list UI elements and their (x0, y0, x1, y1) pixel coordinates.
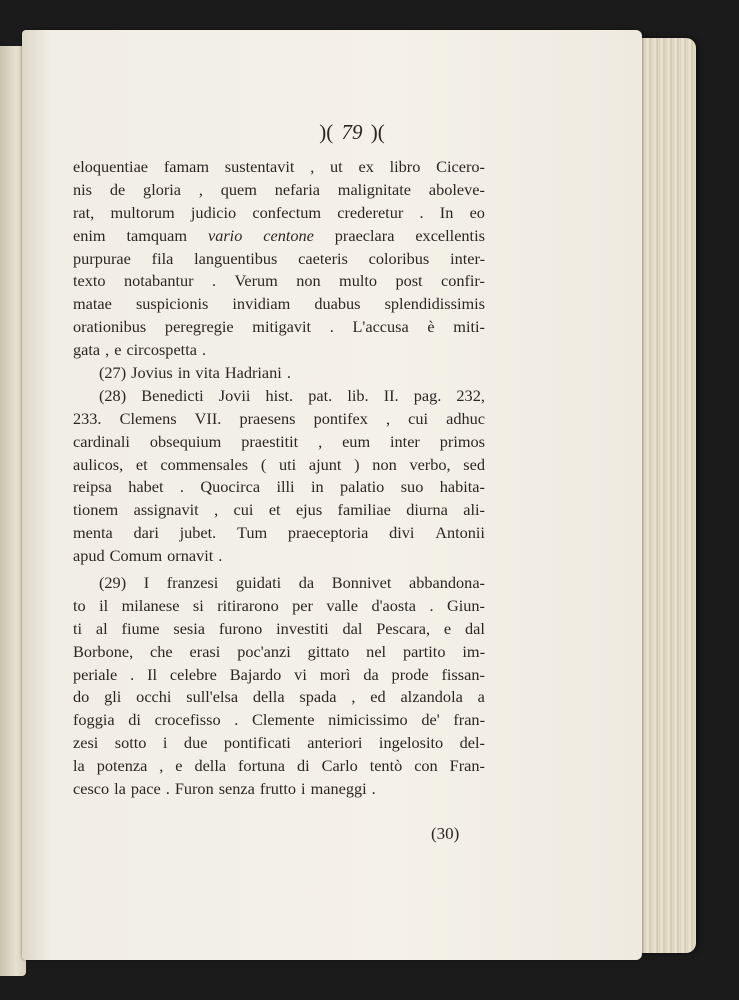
text-line: texto notabantur . Verum non multo post confir- (73, 271, 485, 291)
catchword: (30) (431, 824, 460, 843)
text-line: reipsa habet . Quocirca illi in palatio suo habita- (73, 477, 485, 497)
header-right-bracket: )( (370, 120, 385, 144)
text-line: gata , e circospetta . (73, 340, 207, 360)
text-line: do gli occhi sull'elsa della spada , ed alzandola a (73, 687, 485, 707)
text-line: eloquentiae famam sustentavit , ut ex libro Cicero- (73, 157, 485, 176)
page-number: 79 (341, 120, 363, 144)
text-line: matae suspicionis invidiam duabus splendidissimis (73, 294, 485, 314)
page-body (73, 156, 485, 801)
header-left-bracket: )( (319, 120, 334, 144)
text-line: tionem assignavit , cui et ejus familiae diurna ali- (73, 500, 485, 520)
text-line: ti al fiume sesia furono investiti dal Pescara, e dal (73, 618, 485, 638)
paragraph-continuation (73, 156, 485, 362)
text-line: menta dari jubet. Tum praeceptoria divi Antonii (73, 523, 485, 543)
text-line: la potenza , e della fortuna di Carlo tentò con Fran- (73, 756, 485, 776)
text-line: (28) Benedicti Jovii hist. pat. lib. II. pag. 232, (99, 385, 485, 405)
page-header (22, 120, 642, 145)
text-line: apud Comum ornavit . (73, 546, 223, 566)
text-line: aulicos, et commensales ( uti ajunt ) non verbo, sed (73, 454, 485, 474)
text-line: cesco la pace . Furon senza frutto i maneggi . (73, 779, 376, 799)
paragraph-note-27 (73, 362, 485, 385)
text-line: nis de gloria , quem nefaria malignitate aboleve- (73, 179, 485, 199)
text-line: 233. Clemens VII. praesens pontifex , cui adhuc (73, 408, 485, 428)
text-line: to il milanese si ritirarono per valle d'aosta . Giun- (73, 595, 485, 615)
text-line: cardinali obsequium praestitit , eum inter primos (73, 431, 485, 451)
text-line: enim tamquam vario centone praeclara excellentis (73, 225, 485, 245)
paragraph-note-28 (73, 385, 485, 568)
paragraph-note-29 (73, 572, 485, 801)
text-line: periale . Il celebre Bajardo vi morì da prode fissan- (73, 664, 485, 684)
text-line: orationibus peregregie mitigavit . L'accusa è miti- (73, 317, 485, 337)
text-line: (29) I franzesi guidati da Bonnivet abbandona- (99, 573, 485, 593)
text-line: purpurae fila languentibus caeteris coloribus inter- (73, 248, 485, 268)
text-line: (27) Jovius in vita Hadriani . (99, 363, 291, 383)
book-page (22, 30, 642, 960)
text-line: Borbone, che erasi poc'anzi gittato nel partito im- (73, 641, 485, 661)
text-line: foggia di crocefisso . Clemente nimicissimo de' fran- (73, 710, 485, 730)
text-line: rat, multorum judicio confectum crederetur . In eo (73, 202, 485, 222)
text-line: zesi sotto i due pontificati anteriori ingelosito del- (73, 733, 485, 753)
